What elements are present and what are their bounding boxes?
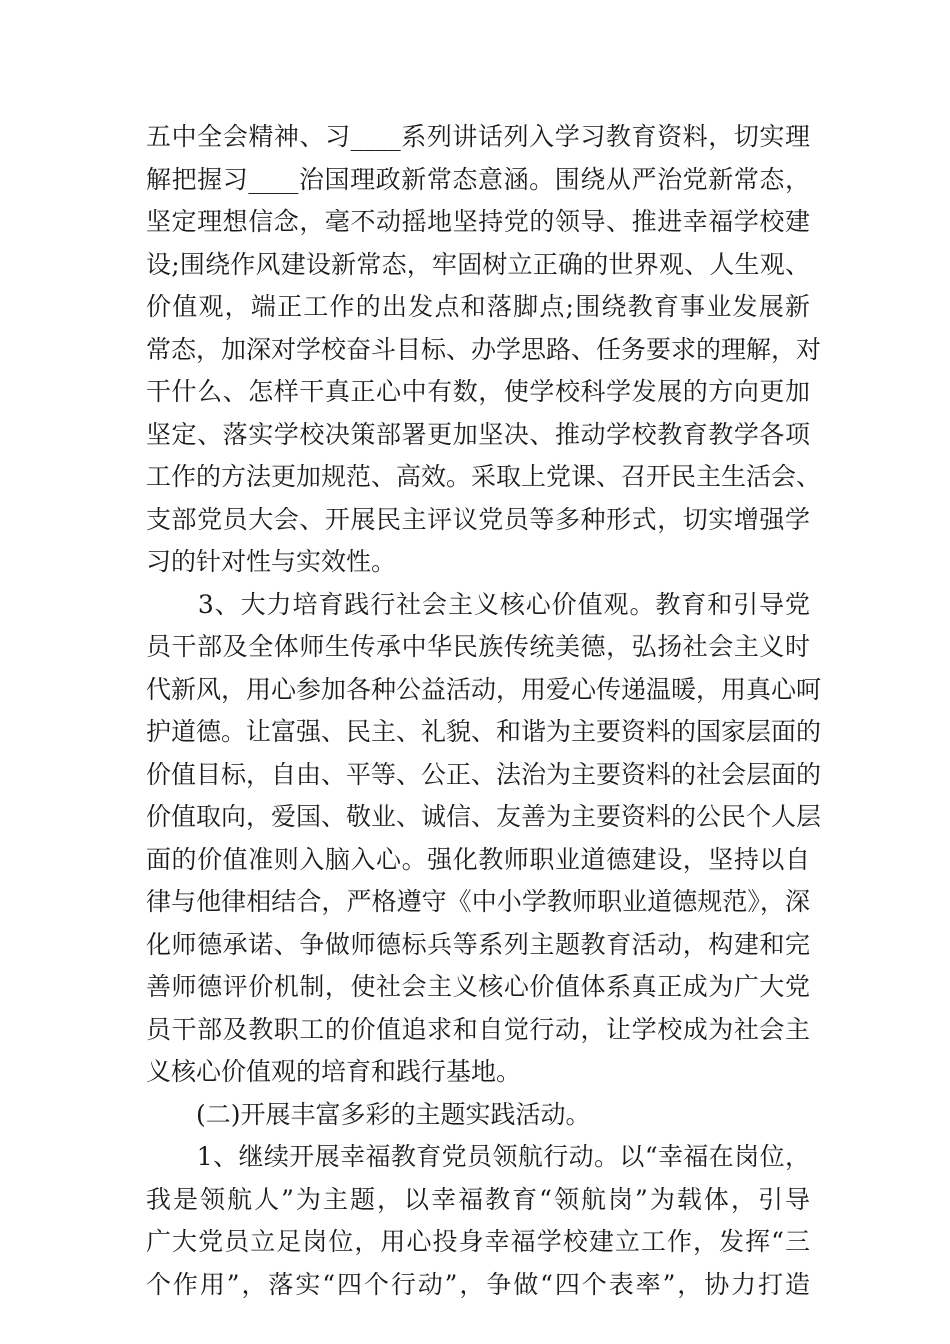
text-line: 义核心价值观的培育和践行基地。 bbox=[146, 1057, 522, 1086]
text-line: 我是领航人”为主题，以幸福教育“领航岗”为载体，引导 bbox=[146, 1184, 810, 1214]
text-line: 护道德。让富强、民主、礼貌、和谐为主要资料的国家层面的 bbox=[146, 717, 822, 746]
text-line: 价值观，端正工作的出发点和落脚点;围绕教育事业发展新 bbox=[146, 292, 810, 321]
text-line: 价值目标，自由、平等、公正、法治为主要资料的社会层面的 bbox=[146, 759, 822, 789]
text-line: 1、继续开展幸福教育党员领航行动。以“幸福在岗位， bbox=[146, 1142, 810, 1171]
text-line: 习的针对性与实效性。 bbox=[146, 547, 397, 576]
text-line: 个作用”，落实“四个行动”，争做“四个表率”，协力打造 bbox=[146, 1269, 810, 1299]
text-line: 工作的方法更加规范、高效。采取上党课、召开民主生活会、 bbox=[146, 462, 822, 491]
text-line: 坚定理想信念，毫不动摇地坚持党的领导、推进幸福学校建 bbox=[146, 207, 810, 236]
text-line: 面的价值准则入脑入心。强化教师职业道德建设，坚持以自 bbox=[146, 844, 810, 874]
text-line: 代新风，用心参加各种公益活动，用爱心传递温暖，用真心呵 bbox=[146, 674, 822, 704]
document-body bbox=[146, 116, 822, 1306]
text-line: 员干部及全体师生传承中华民族传统美德，弘扬社会主义时 bbox=[146, 632, 810, 661]
text-line: 常态，加深对学校奋斗目标、办学思路、任务要求的理解，对 bbox=[146, 334, 822, 364]
text-line: 律与他律相结合，严格遵守《中小学教师职业道德规范》，深 bbox=[146, 887, 810, 916]
text-line: 解把握习____治国理政新常态意涵。围绕从严治党新常态， bbox=[146, 164, 810, 194]
text-line: 五中全会精神、习____系列讲话列入学习教育资料，切实理 bbox=[146, 122, 810, 151]
text-line: 广大党员立足岗位，用心投身幸福学校建立工作，发挥“三 bbox=[146, 1227, 810, 1256]
text-line: 价值取向，爱国、敬业、诚信、友善为主要资料的公民个人层 bbox=[146, 802, 822, 831]
text-line: 善师德评价机制，使社会主义核心价值体系真正成为广大党 bbox=[146, 972, 810, 1001]
text-line: 干什么、怎样干真正心中有数，使学校科学发展的方向更加 bbox=[146, 377, 810, 406]
text-line: 设;围绕作风建设新常态，牢固树立正确的世界观、人生观、 bbox=[146, 249, 810, 279]
section-heading: (二)开展丰富多彩的主题实践活动。 bbox=[146, 1099, 591, 1129]
text-line: 化师德承诺、争做师德标兵等系列主题教育活动，构建和完 bbox=[146, 929, 810, 959]
text-line: 支部党员大会、开展民主评议党员等多种形式，切实增强学 bbox=[146, 504, 810, 534]
text-line: 员干部及教职工的价值追求和自觉行动，让学校成为社会主 bbox=[146, 1014, 810, 1044]
text-line: 3、大力培育践行社会主义核心价值观。教育和引导党 bbox=[146, 589, 810, 619]
text-line: 坚定、落实学校决策部署更加坚决、推动学校教育教学各项 bbox=[146, 419, 810, 449]
